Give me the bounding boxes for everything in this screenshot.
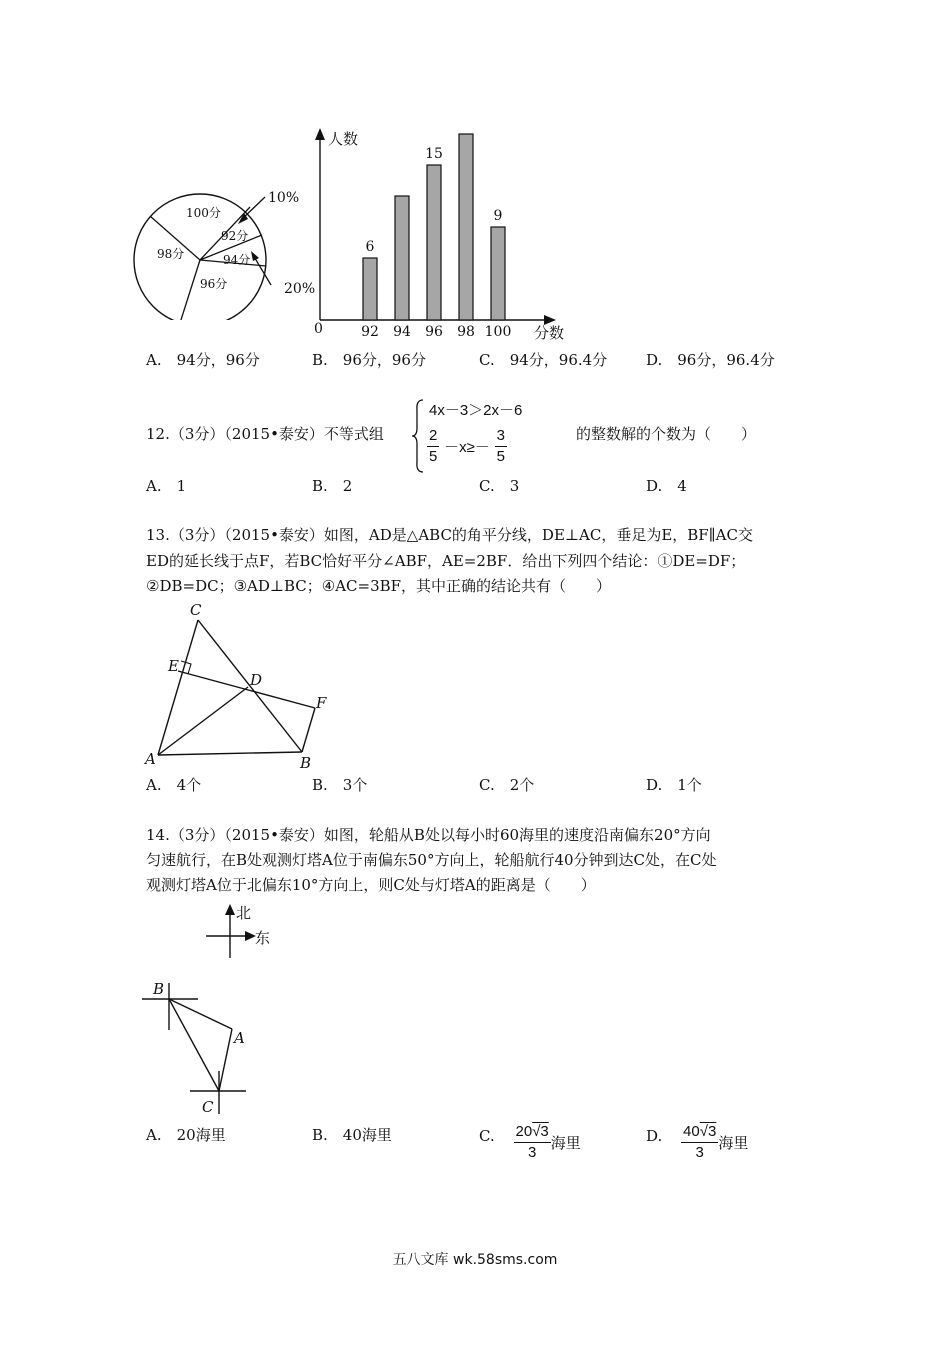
q14-line-1: 14.（3分）（2015•泰安）如图，轮船从B处以每小时60海里的速度沿南偏东20°方向 [146,826,711,844]
q11-option-d: D. 96分，96.4分 [646,351,775,369]
q12-option-d: D. 4 [646,477,687,495]
q11-option-c: C. 94分，96.4分 [479,351,608,369]
q12-option-b: B. 2 [312,477,353,495]
bar-data-label: 6 [365,239,375,255]
pie-pct-top: 10% [268,190,300,206]
point-label-d: D [250,671,263,689]
q12-option-a: A. 1 [146,477,187,495]
q12-stem-prefix: 12.（3分）（2015•泰安）不等式组 [146,425,384,443]
q14-option-c: C. $\frac{20√3}{3}$ 海里 [479,1123,581,1161]
q12-ineq2: $\frac{2}{5}$ －x≥－ $\frac{3}{5}$ [429,427,505,465]
x-tick-label: 96 [425,324,443,340]
q13-option-b: B. 3个 [312,776,368,794]
q13-line-2: ED的延长线于点F，若BC恰好平分∠ABF，AE=2BF．给出下列四个结论：①DE=DF； [146,552,746,570]
x-tick-label: 94 [393,324,411,340]
pie-label-92: 92分 [221,229,249,243]
point-label-f: F [316,694,327,712]
point-label-b: B [300,754,312,772]
bar-data-label: 15 [425,146,443,162]
x-axis-label: 分数 [534,324,565,342]
origin-label: 0 [314,321,323,337]
bar-data-label: 9 [493,208,503,224]
q12-option-c: C. 3 [479,477,520,495]
y-axis-label: 人数 [328,130,359,148]
q13-line-3: ②DB=DC；③AD⊥BC；④AC=3BF，其中正确的结论共有（ ） [146,577,612,595]
point-label-b: B [153,980,165,998]
q14-option-d: D. $\frac{40√3}{3}$ 海里 [646,1123,749,1161]
q13-option-c: C. 2个 [479,776,535,794]
compass-east: 东 [255,929,271,947]
bar-98 [459,134,473,320]
q13-line-1: 13.（3分）（2015•泰安）如图，AD是△ABC的角平分线，DE⊥AC，垂足为E，BF∥AC交 [146,526,753,544]
q11-option-b: B. 96分，96分 [312,351,426,369]
q14-option-b: B. 40海里 [312,1126,392,1144]
bar-96 [427,165,441,320]
bar-92 [363,258,377,320]
pie-pct-bottom: 20% [284,281,316,297]
compass-icon [200,900,285,962]
q12-stem-suffix: 的整数解的个数为（ ） [576,425,757,443]
q13-option-a: A. 4个 [146,776,202,794]
pie-label-98: 98分 [157,247,185,261]
q13-option-d: D. 1个 [646,776,702,794]
x-tick-label: 92 [361,324,379,340]
x-tick-label: 98 [457,324,475,340]
q11-option-a: A. 94分，96分 [146,351,260,369]
compass-north: 北 [236,904,252,922]
bar-100 [491,227,505,320]
pie-label-94: 94分 [223,253,251,267]
x-tick-label: 100 [484,324,512,340]
bar-chart [300,120,590,345]
brace-icon [411,398,425,474]
point-label-c: C [190,601,202,619]
pie-label-100: 100分 [186,206,221,220]
pie-label-96: 96分 [200,277,228,291]
point-label-a: A [145,750,156,768]
q14-option-a: A. 20海里 [146,1126,226,1144]
q12-ineq1: 4x－3＞2x－6 [429,402,523,419]
page-footer: 五八文库 wk.58sms.com [392,1252,558,1268]
point-label-e: E [168,657,179,675]
q13-triangle-figure [140,598,340,773]
q14-line-2: 匀速航行，在B处观测灯塔A位于南偏东50°方向上，轮船航行40分钟到达C处，在C处 [146,851,717,869]
point-label-a: A [234,1029,245,1047]
bar-94 [395,196,409,320]
q14-line-3: 观测灯塔A位于北偏东10°方向上，则C处与灯塔A的距离是（ ） [146,876,596,894]
point-label-c: C [202,1098,214,1116]
q14-navigation-figure [140,975,260,1120]
